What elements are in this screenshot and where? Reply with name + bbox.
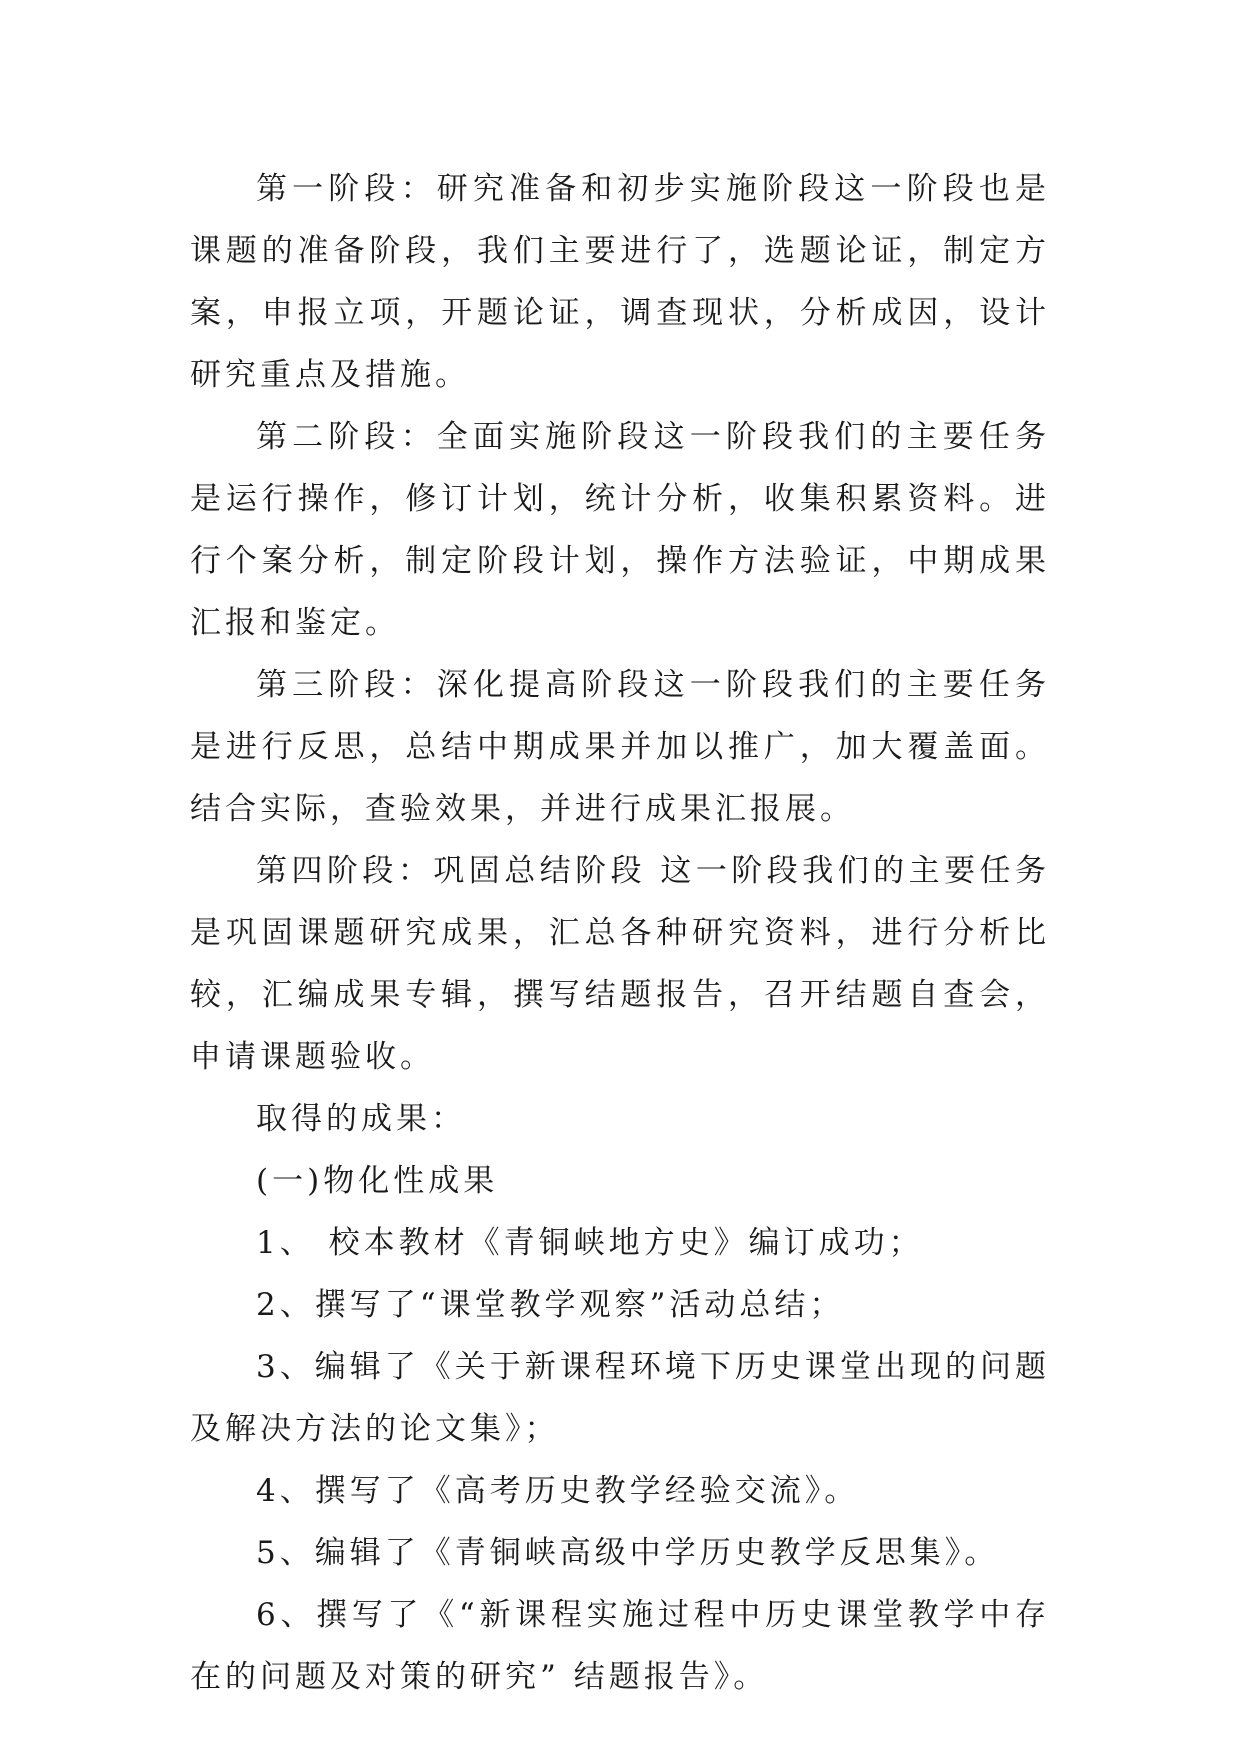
result-item-5: 5、编辑了《青铜峡高级中学历史教学反思集》。 (256, 1535, 1000, 1571)
results-subheading: (一)物化性成果 (256, 1163, 499, 1199)
results-heading: 取得的成果： (256, 1101, 466, 1137)
paragraph-stage-two: 第二阶段：全面实施阶段这一阶段我们的主要任务是运行操作，修订计划，统计分析，收集积累资料。进行个案分析，制定阶段计划，操作方法验证，中期成果汇报和鉴定。 (190, 419, 1050, 641)
paragraph-stage-four: 第四阶段：巩固总结阶段 这一阶段我们的主要任务是巩固课题研究成果，汇总各种研究资料，进行分析比较，汇编成果专辑，撰写结题报告，召开结题自查会，申请课题验收。 (190, 853, 1050, 1075)
paragraph-stage-one: 第一阶段：研究准备和初步实施阶段这一阶段也是课题的准备阶段，我们主要进行了，选题论证，制定方案，申报立项，开题论证，调查现状，分析成因，设计研究重点及措施。 (190, 171, 1050, 393)
result-item-4: 4、撰写了《高考历史教学经验交流》。 (256, 1473, 860, 1509)
result-item-6: 6、撰写了《“新课程实施过程中历史课堂教学中存在的问题及对策的研究” 结题报告》。 (190, 1597, 1050, 1695)
result-item-1: 1、 校本教材《青铜峡地方史》编订成功； (256, 1225, 924, 1261)
result-item-2: 2、撰写了“课堂教学观察”活动总结； (256, 1287, 845, 1323)
document-body (190, 158, 1050, 1708)
result-item-3: 3、编辑了《关于新课程环境下历史课堂出现的问题及解决方法的论文集》； (190, 1349, 1050, 1447)
paragraph-stage-three: 第三阶段：深化提高阶段这一阶段我们的主要任务是进行反思，总结中期成果并加以推广，加大覆盖面。结合实际，查验效果，并进行成果汇报展。 (190, 667, 1050, 827)
